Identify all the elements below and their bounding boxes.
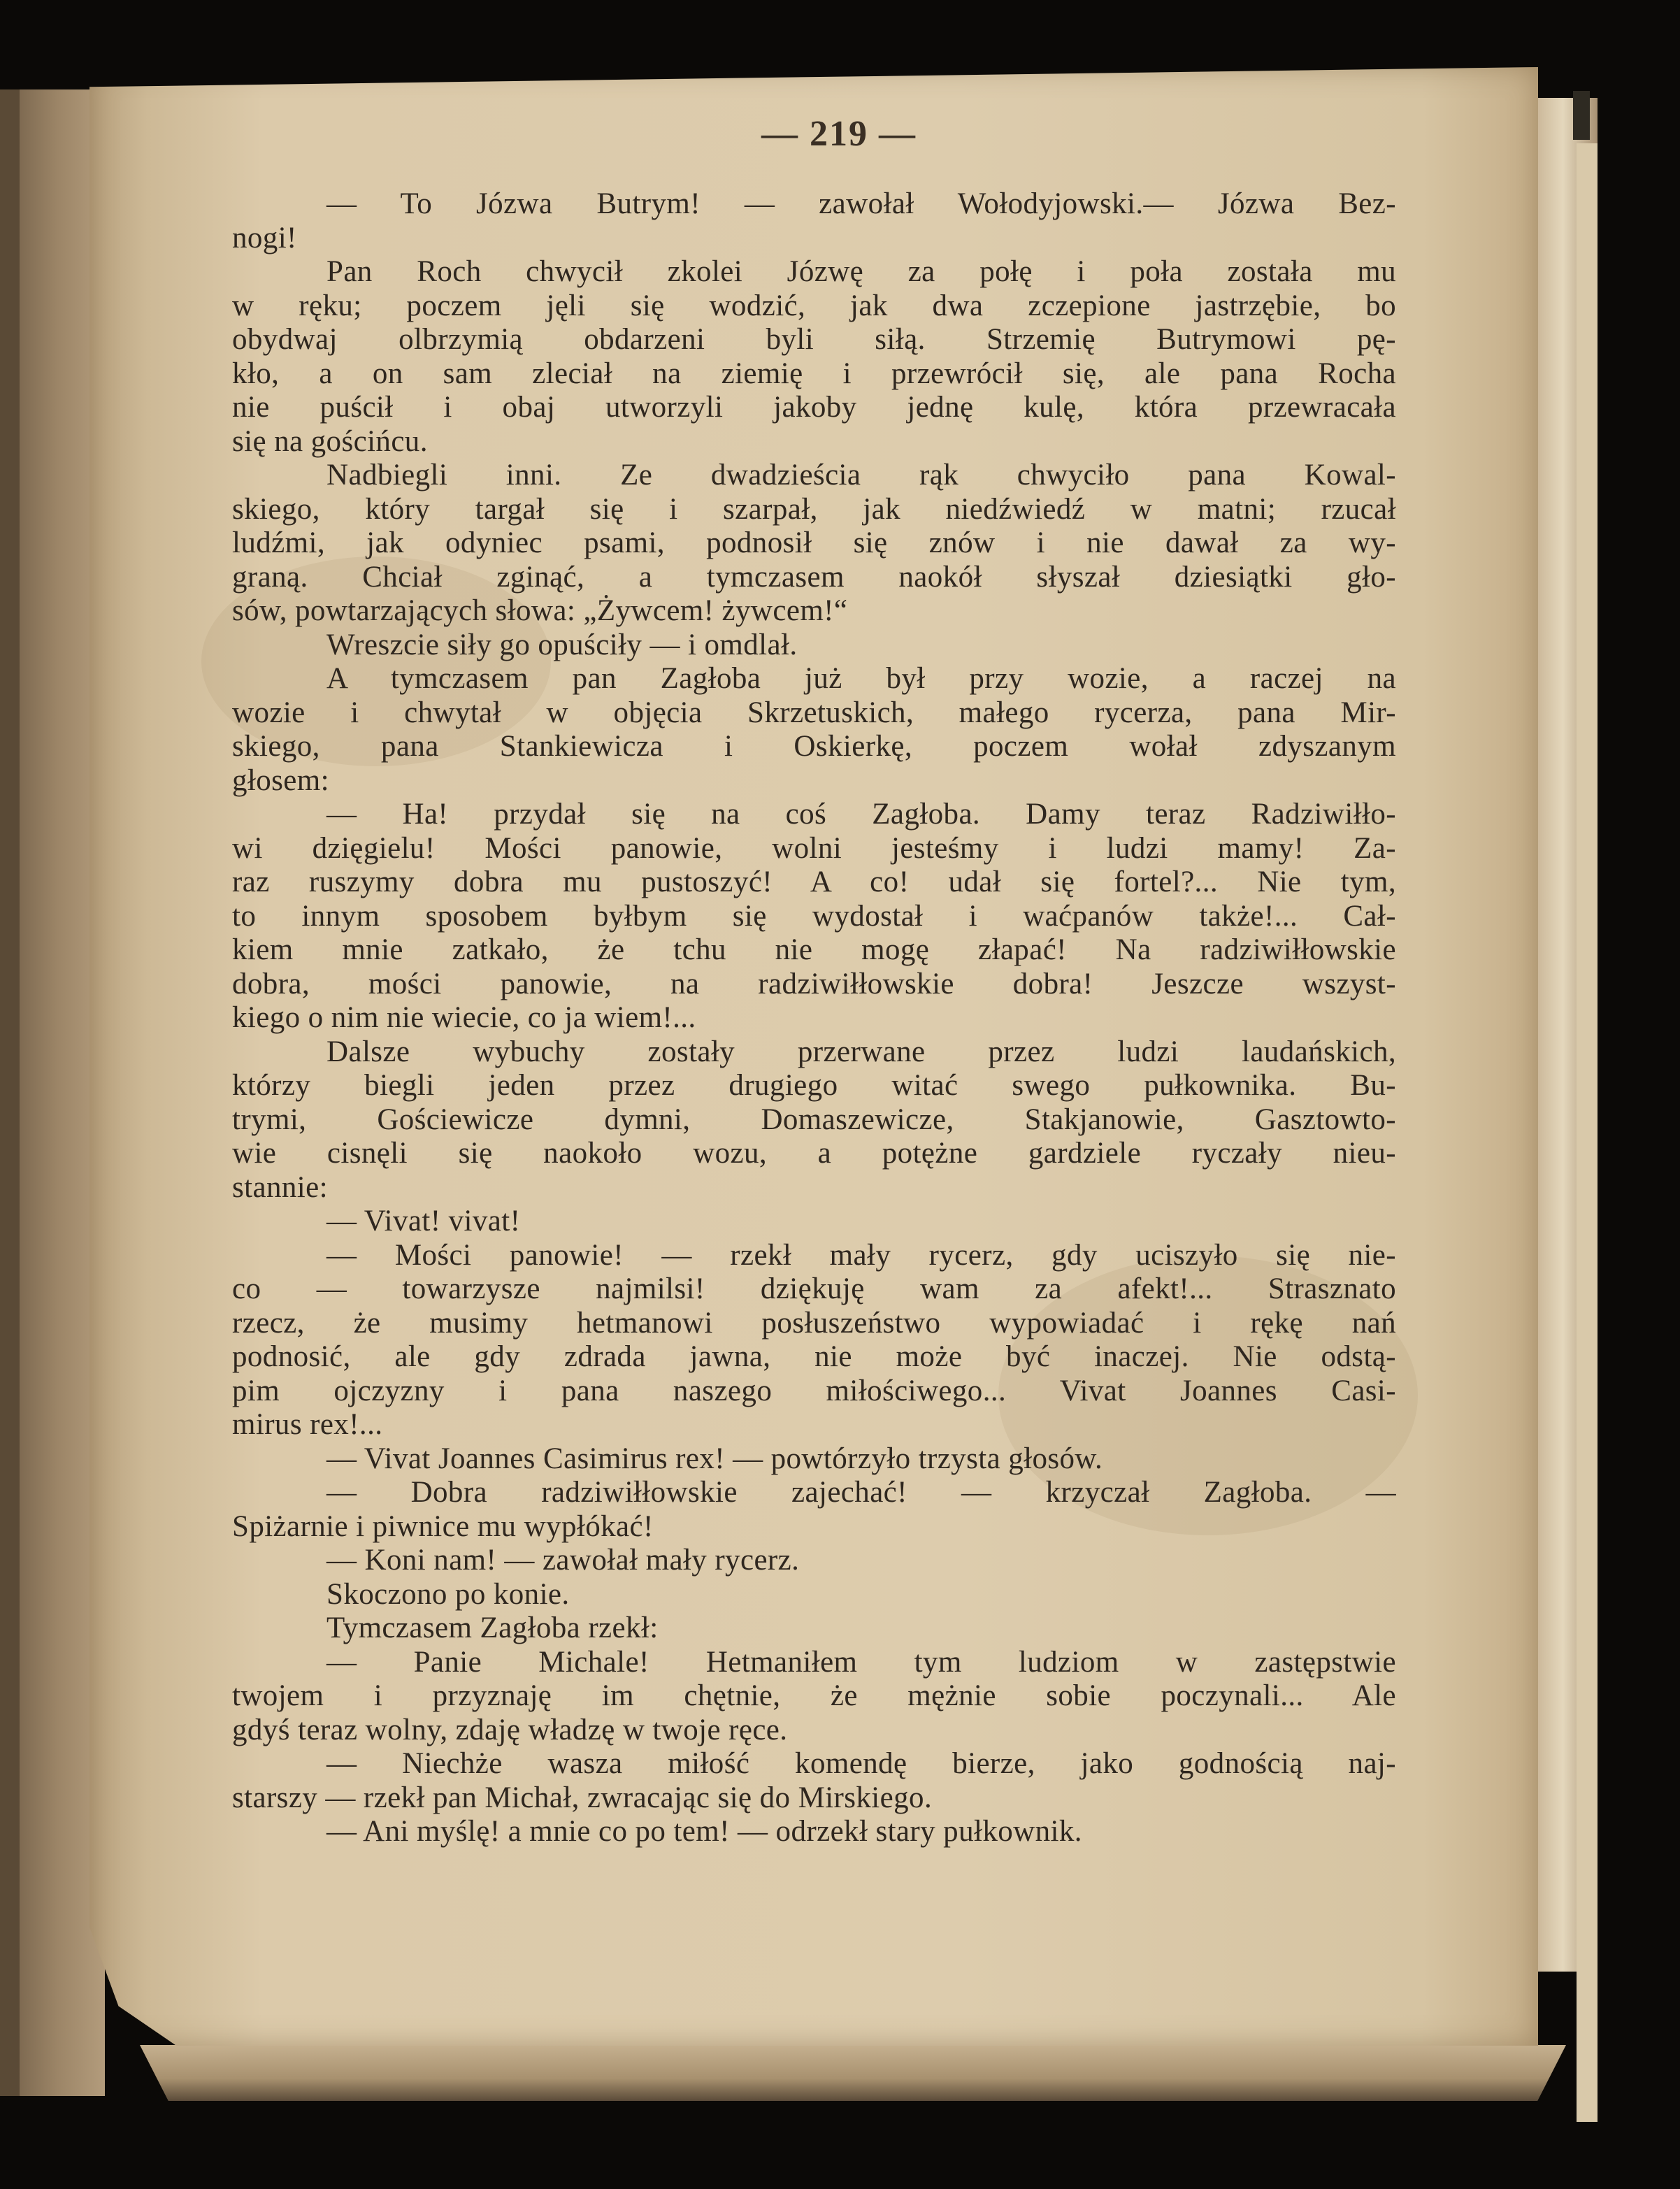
page-bottom-edge xyxy=(140,2045,1566,2101)
text-line: w ręku; poczem jęli się wodzić, jak dwa zczepione jastrzębie, bo xyxy=(232,289,1396,322)
text-line: co — towarzysze najmilsi! dziękuję wam za afekt!... Strasznato xyxy=(232,1272,1396,1305)
text-line: — Dobra radziwiłłowskie zajechać! — krzyczał Zagłoba. — xyxy=(326,1476,1396,1509)
text-line: wozie i chwytał w objęcia Skrzetuskich, małego rycerza, pana Mir- xyxy=(232,696,1396,729)
text-line: Dalsze wybuchy zostały przerwane przez ludzi laudańskich, xyxy=(326,1035,1396,1068)
text-line: raz ruszymy dobra mu pustoszyć! A co! udał się fortel?... Nie tym, xyxy=(232,866,1396,898)
page-number: — 219 — xyxy=(761,114,917,154)
text-line: rzecz, że musimy hetmanowi posłuszeństwo wypowiadać i rękę nań xyxy=(232,1306,1396,1340)
cover-corner xyxy=(1573,91,1590,140)
text-line: — Ha! przydał się na coś Zagłoba. Damy teraz Radziwiłło- xyxy=(326,798,1396,831)
text-line: to innym sposobem byłbym się wydostał i waćpanów także!... Cał- xyxy=(232,899,1396,933)
text-line: wie cisnęli się naokoło wozu, a potężne gardziele ryczały nieu- xyxy=(232,1137,1396,1170)
text-line: starszy — rzekł pan Michał, zwracając się do Mirskiego. xyxy=(232,1781,933,1814)
text-line: obydwaj olbrzymią obdarzeni byli siłą. Strzemię Butrymowi pę- xyxy=(232,323,1396,356)
text-line: sów, powtarzających słowa: „Żywcem! żywcem!“ xyxy=(232,594,848,627)
text-line: ludźmi, jak odyniec psami, podnosił się znów i nie dawał za wy- xyxy=(232,526,1396,559)
left-cover-edge xyxy=(0,89,20,2096)
text-line: nie puścił i obaj utworzyli jakoby jednę kulę, która przewracała xyxy=(232,391,1396,424)
text-line: — Koni nam! — zawołał mały rycerz. xyxy=(326,1544,800,1577)
text-line: kło, a on sam zleciał na ziemię i przewrócił się, ale pana Rocha xyxy=(232,357,1396,390)
text-line: — Vivat! vivat! xyxy=(326,1205,521,1237)
text-line: się na gościńcu. xyxy=(232,424,428,458)
text-line: mirus rex!... xyxy=(232,1408,383,1441)
text-line: Spiżarnie i piwnice mu wypłókać! xyxy=(232,1509,654,1543)
page-text-body xyxy=(232,187,1396,1849)
text-line: podnosić, ale gdy zdrada jawna, nie może być inaczej. Nie odstą- xyxy=(232,1340,1396,1373)
text-line: którzy biegli jeden przez drugiego witać swego pułkownika. Bu- xyxy=(232,1069,1396,1102)
text-line: nogi! xyxy=(232,221,297,254)
text-line: graną. Chciał zginąć, a tymczasem naokół słyszał dziesiątki gło- xyxy=(232,560,1396,594)
text-line: — Panie Michale! Hetmaniłem tym ludziom w zastępstwie xyxy=(326,1645,1396,1679)
text-line: A tymczasem pan Zagłoba już był przy wozie, a raczej na xyxy=(326,662,1396,695)
text-line: wi dzięgielu! Mości panowie, wolni jesteśmy i ludzi mamy! Za- xyxy=(232,831,1396,865)
text-line: dobra, mości panowie, na radziwiłłowskie dobra! Jeszcze wszyst- xyxy=(232,967,1396,1000)
text-line: stannie: xyxy=(232,1170,328,1204)
text-line: głosem: xyxy=(232,763,329,797)
text-line: Wreszcie siły go opuściły — i omdlał. xyxy=(326,628,798,661)
text-line: trymi, Gościewicze dymni, Domaszewicze, Stakjanowie, Gasztowto- xyxy=(232,1103,1396,1136)
text-line: kiem mnie zatkało, że tchu nie mogę złapać! Na radziwiłłowskie xyxy=(232,933,1396,966)
text-line: — Mości panowie! — rzekł mały rycerz, gdy uciszyło się nie- xyxy=(326,1238,1396,1272)
text-line: twojem i przyznaję im chętnie, że mężnie sobie poczynali... Ale xyxy=(232,1679,1396,1712)
text-line: — Ani myślę! a mnie co po tem! — odrzekł stary pułkownik. xyxy=(326,1815,1082,1848)
text-line: Tymczasem Zagłoba rzekł: xyxy=(326,1612,659,1644)
text-line: kiego o nim nie wiecie, co ja wiem!... xyxy=(232,1001,696,1034)
text-line: gdyś teraz wolny, zdaję władzę w twoje ręce. xyxy=(232,1713,788,1746)
text-line: skiego, pana Stankiewicza i Oskierkę, poczem wołał zdyszanym xyxy=(232,730,1396,763)
text-line: pim ojczyzny i pana naszego miłościwego... Vivat Joannes Casi- xyxy=(232,1374,1396,1407)
text-line: Skoczono po konie. xyxy=(326,1577,570,1611)
text-line: — To Józwa Butrym! — zawołał Wołodyjowski.— Józwa Bez- xyxy=(326,187,1396,220)
text-line: — Niechże wasza miłość komendę bierze, jako godnością naj- xyxy=(326,1747,1396,1780)
page-stack-edge-inner xyxy=(1577,143,1598,2122)
text-line: skiego, który targał się i szarpał, jak niedźwiedź w matni; rzucał xyxy=(232,492,1396,526)
text-line: Pan Roch chwycił zkolei Józwę za połę i poła została mu xyxy=(326,255,1396,288)
text-line: Nadbiegli inni. Ze dwadzieścia rąk chwyciło pana Kowal- xyxy=(326,459,1396,491)
text-line: — Vivat Joannes Casimirus rex! — powtórzyło trzysta głosów. xyxy=(326,1442,1103,1475)
